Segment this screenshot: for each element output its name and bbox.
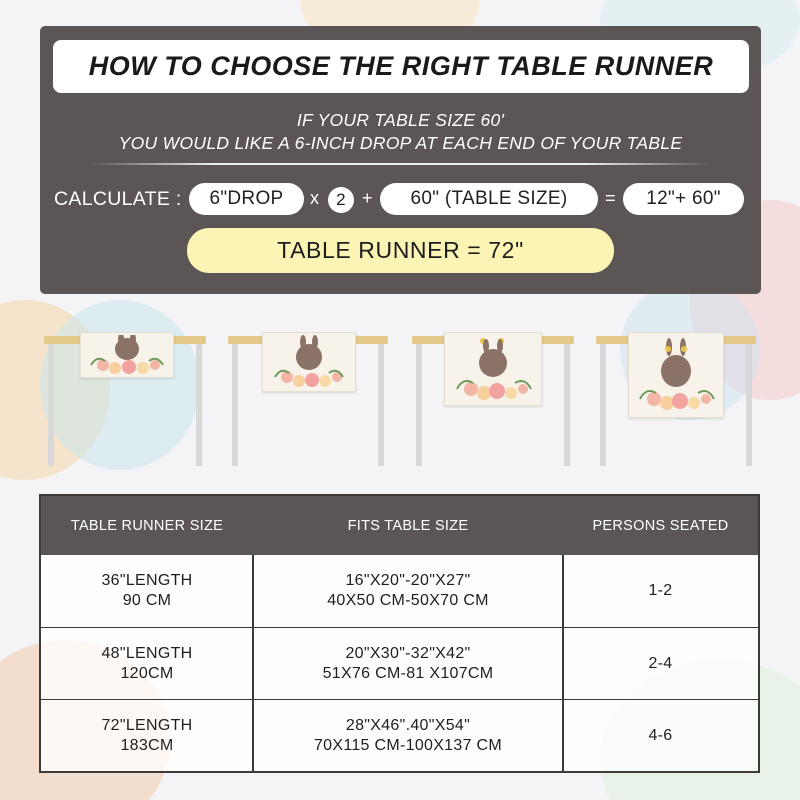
fits-size-inches: 16"X20"-20"X27" [345, 571, 471, 589]
fits-size-cm: 40X50 CM-50X70 CM [327, 591, 489, 609]
table-leg [564, 344, 570, 466]
table-leg [378, 344, 384, 466]
result-pill: 12"+ 60" [623, 183, 744, 215]
runner-length-cm: 120CM [120, 664, 174, 682]
fits-table-size-cell [253, 628, 563, 699]
divider [90, 163, 711, 165]
persons-seated-value: 1-2 [648, 581, 673, 599]
persons-seated-value: 2-4 [648, 654, 673, 672]
runner-length: 36"LENGTH [101, 571, 193, 589]
bunny-floral-runner-icon [449, 335, 537, 405]
persons-seated-cell [563, 628, 758, 699]
table-illustration-4 [596, 332, 756, 466]
table-runner [80, 332, 174, 378]
title-banner [53, 40, 749, 93]
table-leg [48, 344, 54, 466]
persons-seated-value: 4-6 [648, 726, 673, 744]
fits-table-size-cell [253, 700, 563, 771]
bunny-floral-runner-icon [632, 335, 720, 417]
table-illustration-3 [412, 332, 574, 466]
runner-length: 72"LENGTH [101, 716, 193, 734]
drop-pill: 6"DROP [189, 183, 304, 215]
fits-size-cm: 70X115 CM-100X137 CM [313, 736, 503, 754]
bunny-floral-runner-icon [85, 335, 169, 377]
table-header [41, 496, 758, 555]
subtitle-line-2: YOU WOULD LIKE A 6-INCH DROP AT EACH END OF YOUR TABLE [118, 133, 683, 153]
calculate-label: CALCULATE : [54, 188, 182, 210]
fits-table-size-cell [253, 555, 563, 626]
subtitle-line-1: IF YOUR TABLE SIZE 60' [296, 110, 505, 130]
table-runner [628, 332, 724, 418]
table-illustration-2 [228, 332, 388, 466]
table-row [41, 699, 758, 770]
table-row [41, 555, 758, 626]
fits-size-inches: 20"X30"-32"X42" [345, 644, 471, 662]
runner-length-cm: 183CM [120, 736, 174, 754]
runner-length-cm: 90 CM [122, 591, 172, 609]
plus-operator: + [362, 188, 373, 208]
persons-seated-cell [563, 555, 758, 626]
table-size-pill: 60" (TABLE SIZE) [380, 183, 598, 215]
page-title: HOW TO CHOOSE THE RIGHT TABLE RUNNER [88, 51, 714, 81]
equals-operator: = [605, 188, 616, 208]
column-header-persons-seated: PERSONS SEATED [592, 517, 729, 534]
bunny-floral-runner-icon [267, 335, 351, 391]
persons-seated-cell [563, 700, 758, 771]
fits-size-cm: 51X76 CM-81 X107CM [322, 664, 494, 682]
multiply-operator: x [310, 188, 319, 208]
table-leg [600, 344, 606, 466]
table-leg [746, 344, 752, 466]
table-runner [262, 332, 356, 392]
final-result-bar: TABLE RUNNER = 72" [187, 228, 614, 273]
runner-size-cell [41, 555, 253, 626]
runner-size-cell [41, 700, 253, 771]
runner-length: 48"LENGTH [101, 644, 193, 662]
table-runner [444, 332, 542, 406]
runner-size-cell [41, 628, 253, 699]
column-header-runner-size: TABLE RUNNER SIZE [70, 517, 224, 534]
column-header-fits-table-size: FITS TABLE SIZE [347, 517, 469, 534]
table-leg [416, 344, 422, 466]
table-leg [196, 344, 202, 466]
table-row [41, 627, 758, 698]
instruction-panel [40, 26, 761, 294]
fits-size-inches: 28"X46".40"X54" [345, 716, 471, 734]
size-table [39, 494, 760, 773]
table-leg [232, 344, 238, 466]
table-illustration-1 [44, 332, 206, 466]
multiplier-pill: 2 [328, 187, 354, 213]
